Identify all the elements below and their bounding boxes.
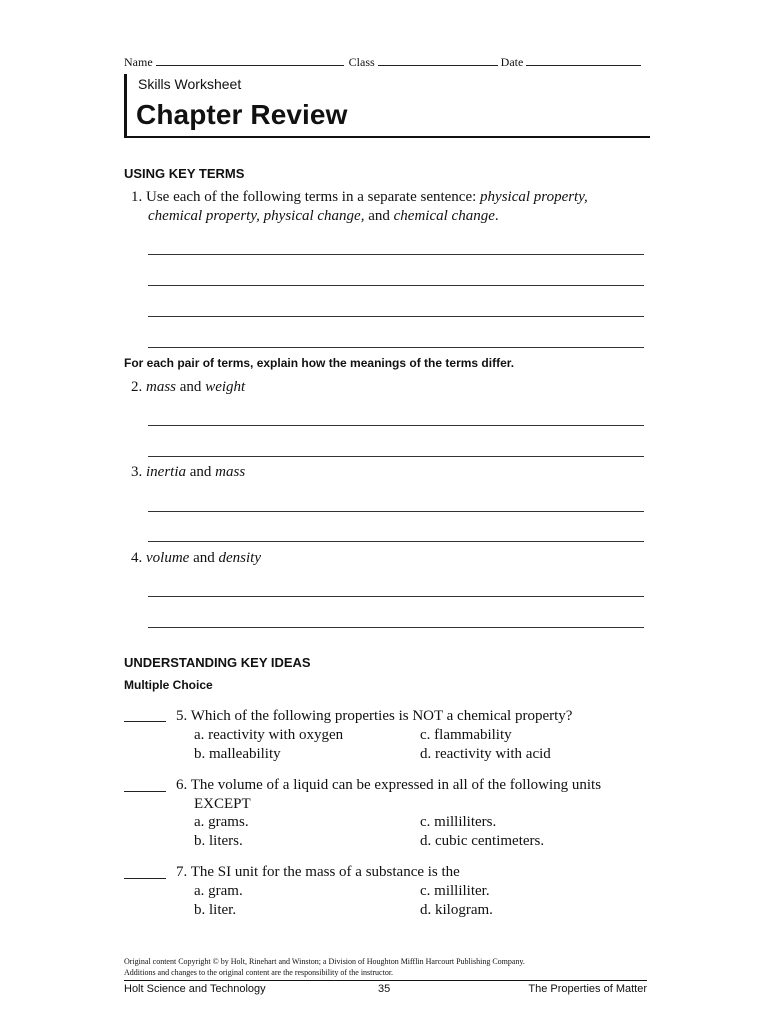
option-5d: d. reactivity with acid [420,746,551,762]
option-6b: b. liters. [194,833,243,849]
instruction-text: For each pair of terms, explain how the meanings of the terms differ. [124,356,515,370]
page-title: Chapter Review [136,99,348,130]
answer-line[interactable] [148,425,644,426]
option-6a: a. grams. [194,814,249,830]
worksheet-subtitle: Skills Worksheet [138,76,242,92]
name-label: Name [124,55,153,69]
option-6d: d. cubic centimeters. [420,833,545,849]
answer-line[interactable] [148,596,644,597]
footer-divider [124,980,647,981]
footer-publisher: Holt Science and Technology [124,983,266,995]
section-subheading-multiple-choice: Multiple Choice [124,678,213,692]
answer-blank-6[interactable] [124,791,166,792]
question-4: 4. volume and density [131,550,261,566]
answer-line[interactable] [148,316,644,317]
question-1: 1. Use each of the following terms in a separate sentence: physical property, [131,189,588,205]
answer-line[interactable] [148,347,644,348]
title-block [124,74,650,138]
option-5b: b. malleability [194,746,281,762]
question-5: 5. Which of the following properties is NOT a chemical property? [176,708,573,724]
header-fields [124,54,641,70]
option-6c: c. milliliters. [420,814,497,830]
question-6: 6. The volume of a liquid can be expressed in all of the following units [176,777,602,793]
class-field[interactable] [378,54,498,66]
question-2: 2. mass and weight [131,379,246,395]
answer-line[interactable] [148,627,644,628]
question-1-cont: chemical property, physical change, and chemical change. [148,208,499,224]
section-heading-key-terms: USING KEY TERMS [124,166,245,181]
date-field[interactable] [526,54,641,66]
answer-blank-7[interactable] [124,878,166,879]
page-number: 35 [378,983,391,995]
footer-chapter: The Properties of Matter [528,983,647,995]
name-field[interactable] [156,54,344,66]
option-7d: d. kilogram. [420,902,493,918]
class-label: Class [348,55,375,69]
copyright-notice: Original content Copyright © by Holt, Rinehart and Winston; a Division of Houghton Mifflin Harcourt Publishing Company. Additions and changes to the original content are the responsibility of the instructor. [124,957,525,977]
option-5a: a. reactivity with oxygen [194,727,344,743]
option-5c: c. flammability [420,727,512,743]
answer-line[interactable] [148,285,644,286]
question-6-cont: EXCEPT [194,796,251,812]
answer-line[interactable] [148,456,644,457]
answer-blank-5[interactable] [124,721,166,722]
date-label: Date [500,55,524,69]
option-7c: c. milliliter. [420,883,490,899]
section-heading-key-ideas: UNDERSTANDING KEY IDEAS [124,655,311,670]
answer-line[interactable] [148,541,644,542]
option-7b: b. liter. [194,902,237,918]
answer-line[interactable] [148,511,644,512]
question-7: 7. The SI unit for the mass of a substance is the [176,864,460,880]
answer-line[interactable] [148,254,644,255]
option-7a: a. gram. [194,883,243,899]
question-3: 3. inertia and mass [131,464,246,480]
